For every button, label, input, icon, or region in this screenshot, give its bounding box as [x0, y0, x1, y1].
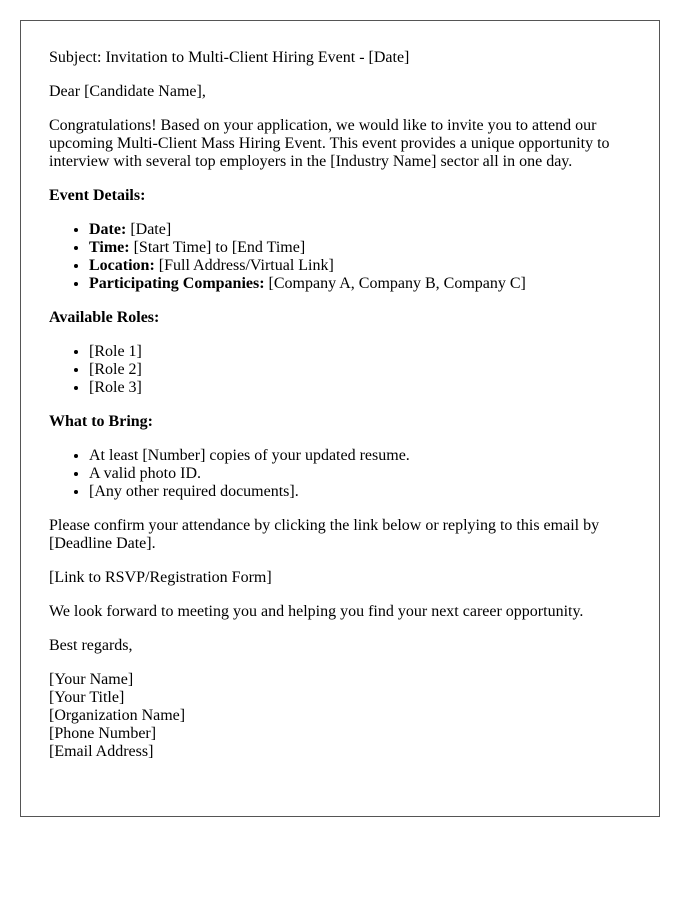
list-item: • At least [Number] copies of your updated resume. — [89, 447, 631, 465]
list-item — [89, 221, 631, 239]
list-item: • [Role 1] — [89, 343, 631, 361]
signature-title: [Your Title] — [49, 689, 125, 706]
list-item: • A valid photo ID. — [89, 465, 631, 483]
roles-list — [49, 343, 631, 397]
email-letter — [20, 20, 660, 817]
intro-paragraph: Congratulations! Based on your application, we would like to invite you to attend our upcoming Multi-Client Mass Hiring Event. This event provides a unique opportunity to interview with several top employers in the [Industry Name] sector all in one day. — [49, 117, 610, 170]
detail-value: [Date] — [126, 221, 172, 238]
list-item — [89, 239, 631, 257]
sign-off: Best regards, — [49, 637, 133, 654]
signature-phone: [Phone Number] — [49, 725, 157, 742]
bring-heading: What to Bring: — [49, 413, 153, 430]
signature-email: [Email Address] — [49, 743, 154, 760]
list-item: • [Role 2] — [89, 361, 631, 379]
signature-block — [49, 671, 631, 761]
detail-label: Time: — [89, 239, 130, 256]
detail-label: Date: — [89, 221, 127, 238]
closing-note: We look forward to meeting you and helping you find your next career opportunity. — [49, 603, 584, 620]
detail-value: [Full Address/Virtual Link] — [154, 257, 334, 274]
detail-label: Location: — [89, 257, 155, 274]
signature-name: [Your Name] — [49, 671, 134, 688]
roles-heading: Available Roles: — [49, 309, 160, 326]
list-item: • [Role 3] — [89, 379, 631, 397]
rsvp-paragraph — [49, 569, 631, 587]
signature-organization: [Organization Name] — [49, 707, 186, 724]
greeting: Dear [Candidate Name], — [49, 83, 206, 100]
list-item — [89, 257, 631, 275]
subject-line: Subject: Invitation to Multi-Client Hiring Event - [Date] — [49, 49, 410, 66]
list-item — [89, 275, 631, 293]
confirm-paragraph: Please confirm your attendance by clicking the link below or replying to this email by [Deadline Date]. — [49, 517, 600, 552]
event-details-heading: Event Details: — [49, 187, 146, 204]
list-item: • [Any other required documents]. — [89, 483, 631, 501]
event-details-list — [49, 221, 631, 293]
rsvp-link[interactable]: [Link to RSVP/Registration Form] — [49, 569, 272, 586]
bring-list — [49, 447, 631, 501]
detail-label: Participating Companies: — [89, 275, 265, 292]
detail-value: [Company A, Company B, Company C] — [264, 275, 526, 292]
detail-value: [Start Time] to [End Time] — [129, 239, 306, 256]
